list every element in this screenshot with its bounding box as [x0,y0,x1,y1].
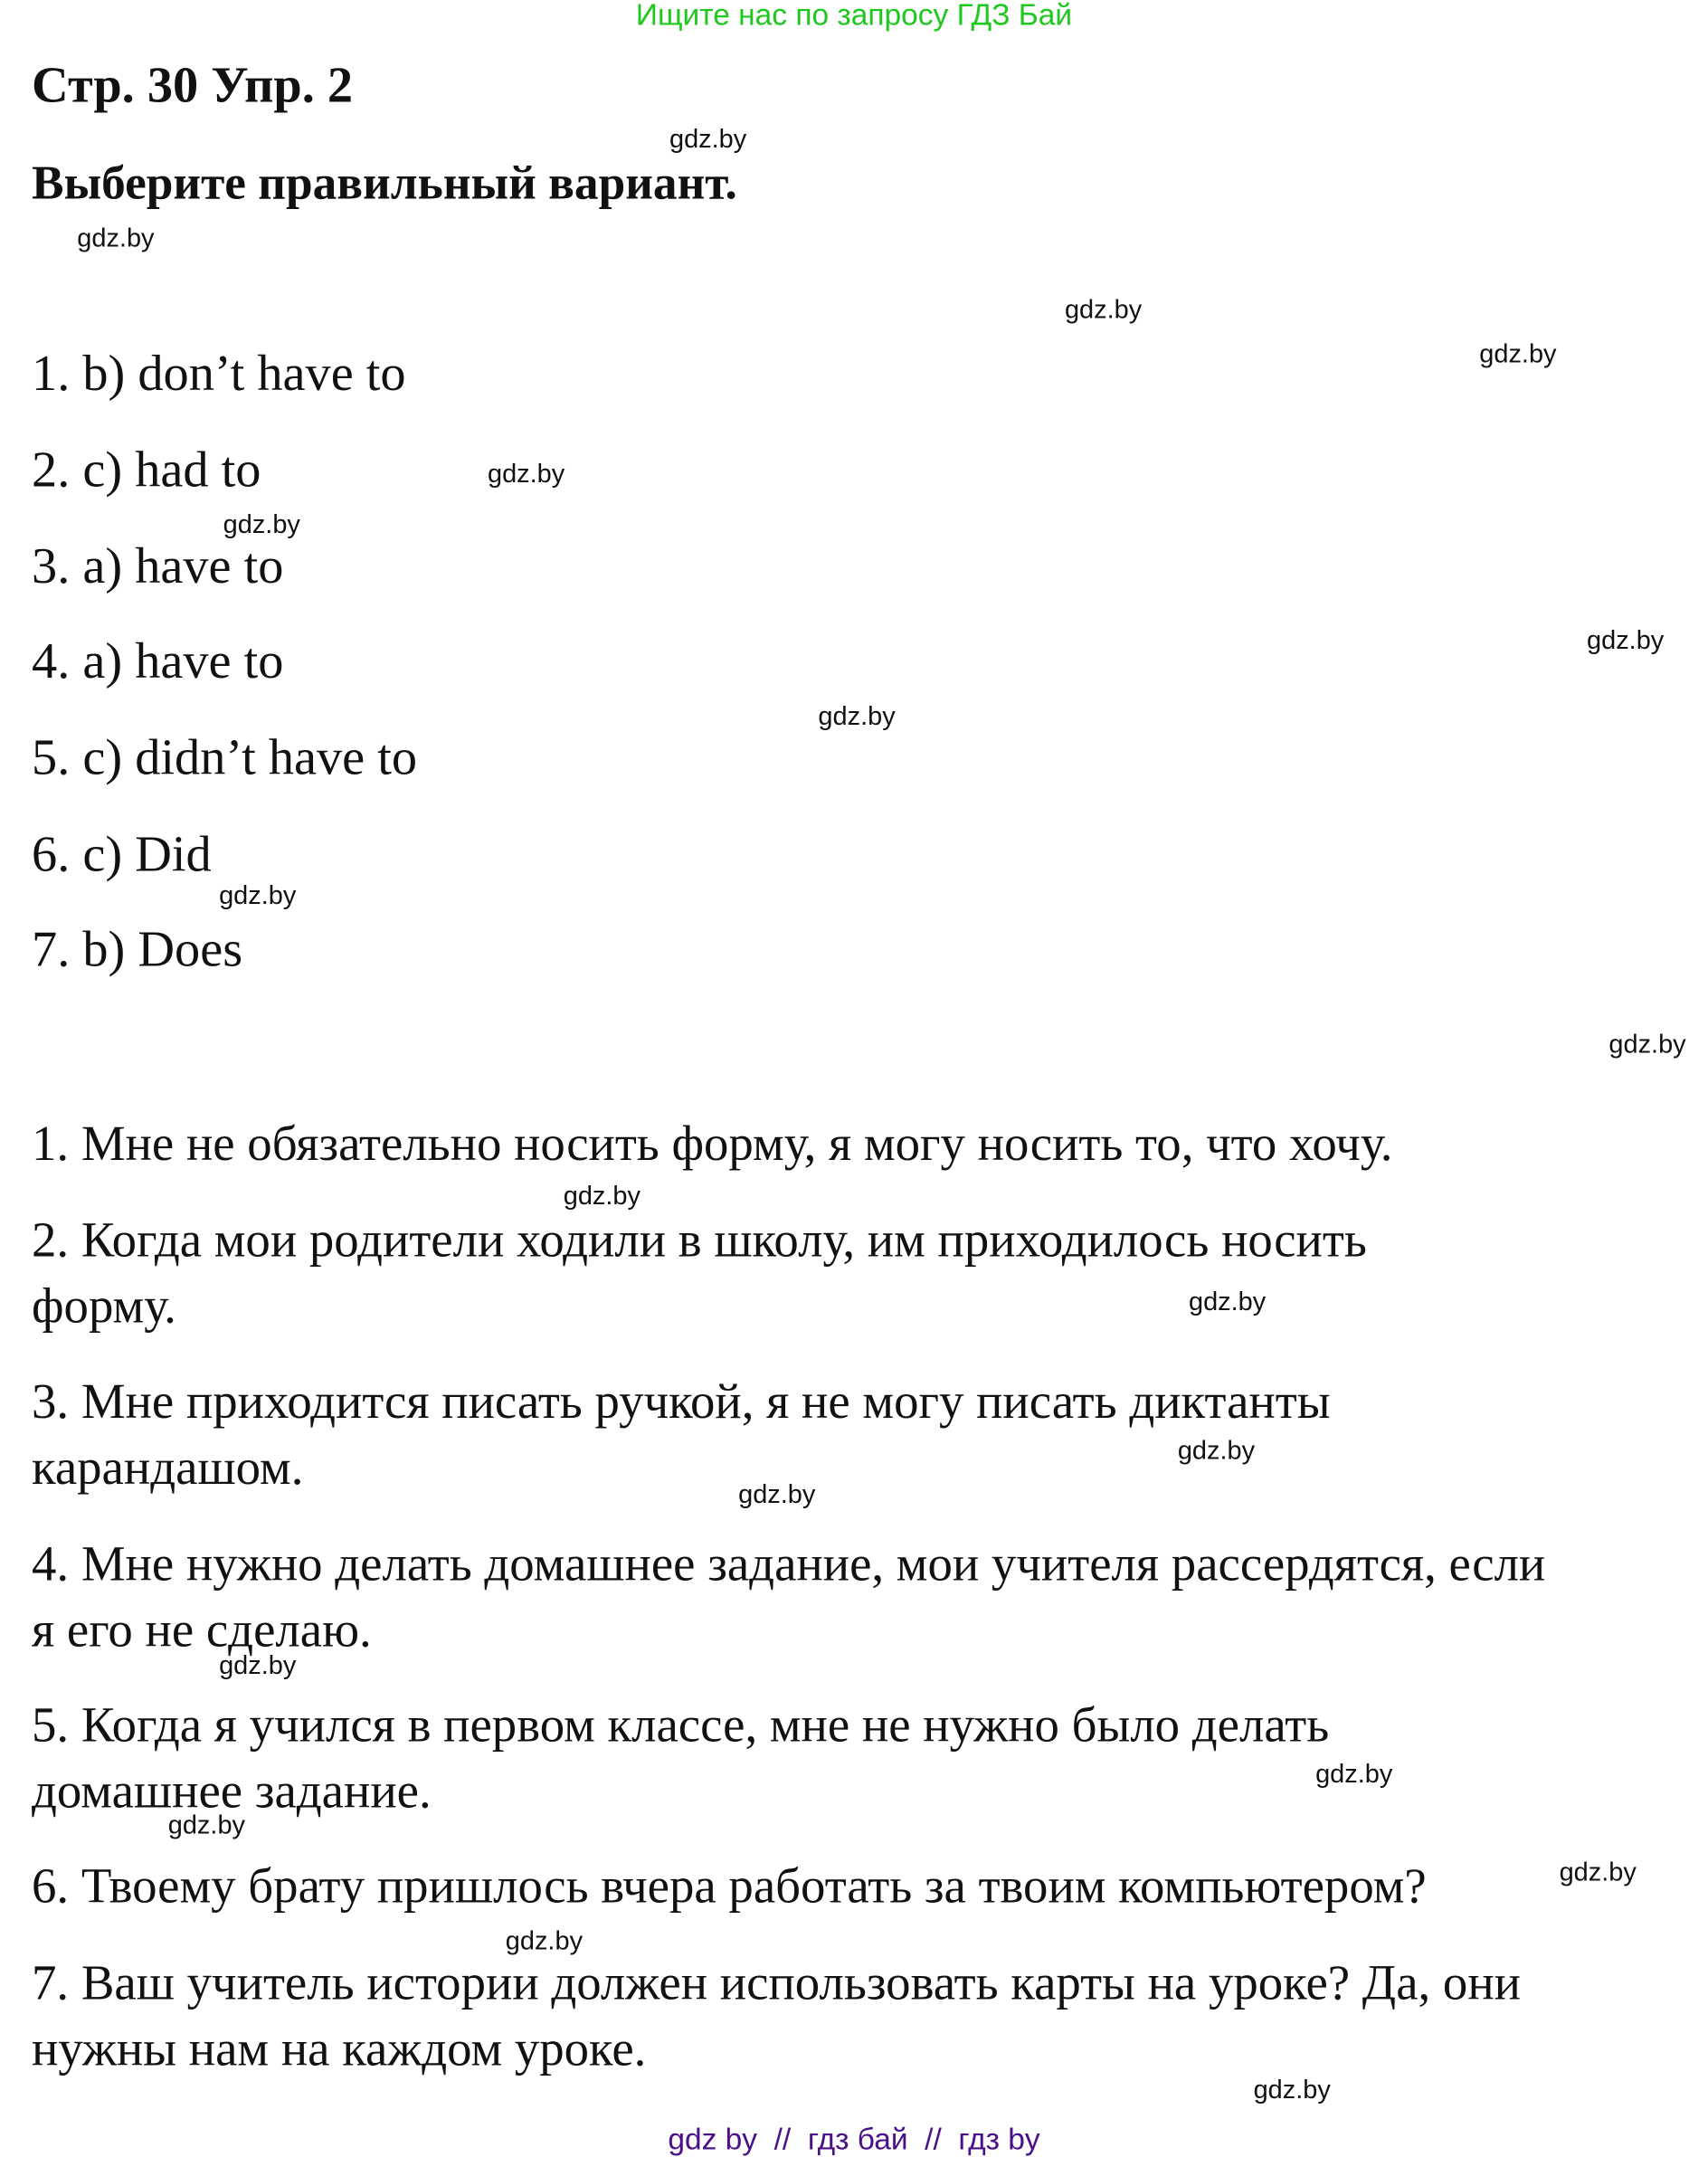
watermark: gdz.by [669,125,747,155]
search-hint-banner: Ищите нас по запросу ГДЗ Бай [635,0,1073,33]
answer-item: 5. c) didn’t have to [32,729,418,787]
watermark: gdz.by [219,881,297,911]
translation-item: 7. Ваш учитель истории должен использовать карты на уроке? Да, они нужны нам на каждом уроке. [32,1954,1522,2076]
answer-item: 6. c) Did [32,826,212,883]
watermark: gdz.by [1587,626,1665,656]
answer-item: 3. a) have to [32,538,284,595]
watermark: gdz.by [1479,340,1557,370]
watermark: gdz.by [219,1651,297,1681]
task-heading: Выберите правильный вариант. [32,156,737,210]
answer-item: 2. c) had to [32,442,261,499]
watermark: gdz.by [505,1927,584,1957]
watermark: gdz.by [77,224,155,254]
watermark: gdz.by [1177,1437,1256,1467]
translation-item: 1. Мне не обязательно носить форму, я могу носить то, что хочу. [32,1116,1393,1172]
watermark: gdz.by [563,1182,640,1212]
translation-item: 3. Мне приходится писать ручкой, я не могу писать диктанты карандашом. [32,1373,1331,1496]
translation-item: 4. Мне нужно делать домашнее задание, мои учителя рассердятся, если я его не сделаю. [32,1535,1546,1658]
watermark: gdz.by [1189,1288,1267,1317]
watermark: gdz.by [1253,2076,1331,2105]
watermark: gdz.by [223,510,300,540]
watermark: gdz.by [1608,1030,1686,1059]
watermark: gdz.by [1064,296,1143,326]
page-title: Стр. 30 Упр. 2 [32,57,354,115]
translation-item: 5. Когда я учился в первом классе, мне не нужно было делать домашнее задание. [32,1696,1330,1819]
watermark: gdz.by [488,460,565,489]
watermark: gdz.by [818,702,896,732]
answer-item: 4. a) have to [32,633,284,690]
footer-links: gdz by // гдз бай // гдз by [668,2121,1040,2156]
watermark: gdz.by [1559,1858,1637,1887]
watermark: gdz.by [167,1811,245,1841]
watermark: gdz.by [1315,1760,1393,1790]
translation-item: 2. Когда мои родители ходили в школу, им приходилось носить форму. [32,1212,1367,1334]
watermark: gdz.by [738,1480,816,1510]
answer-item: 1. b) don’t have to [32,346,406,403]
translation-item: 6. Твоему брату пришлось вчера работать за твоим компьютером? [32,1858,1427,1914]
answer-item: 7. b) Does [32,921,243,979]
